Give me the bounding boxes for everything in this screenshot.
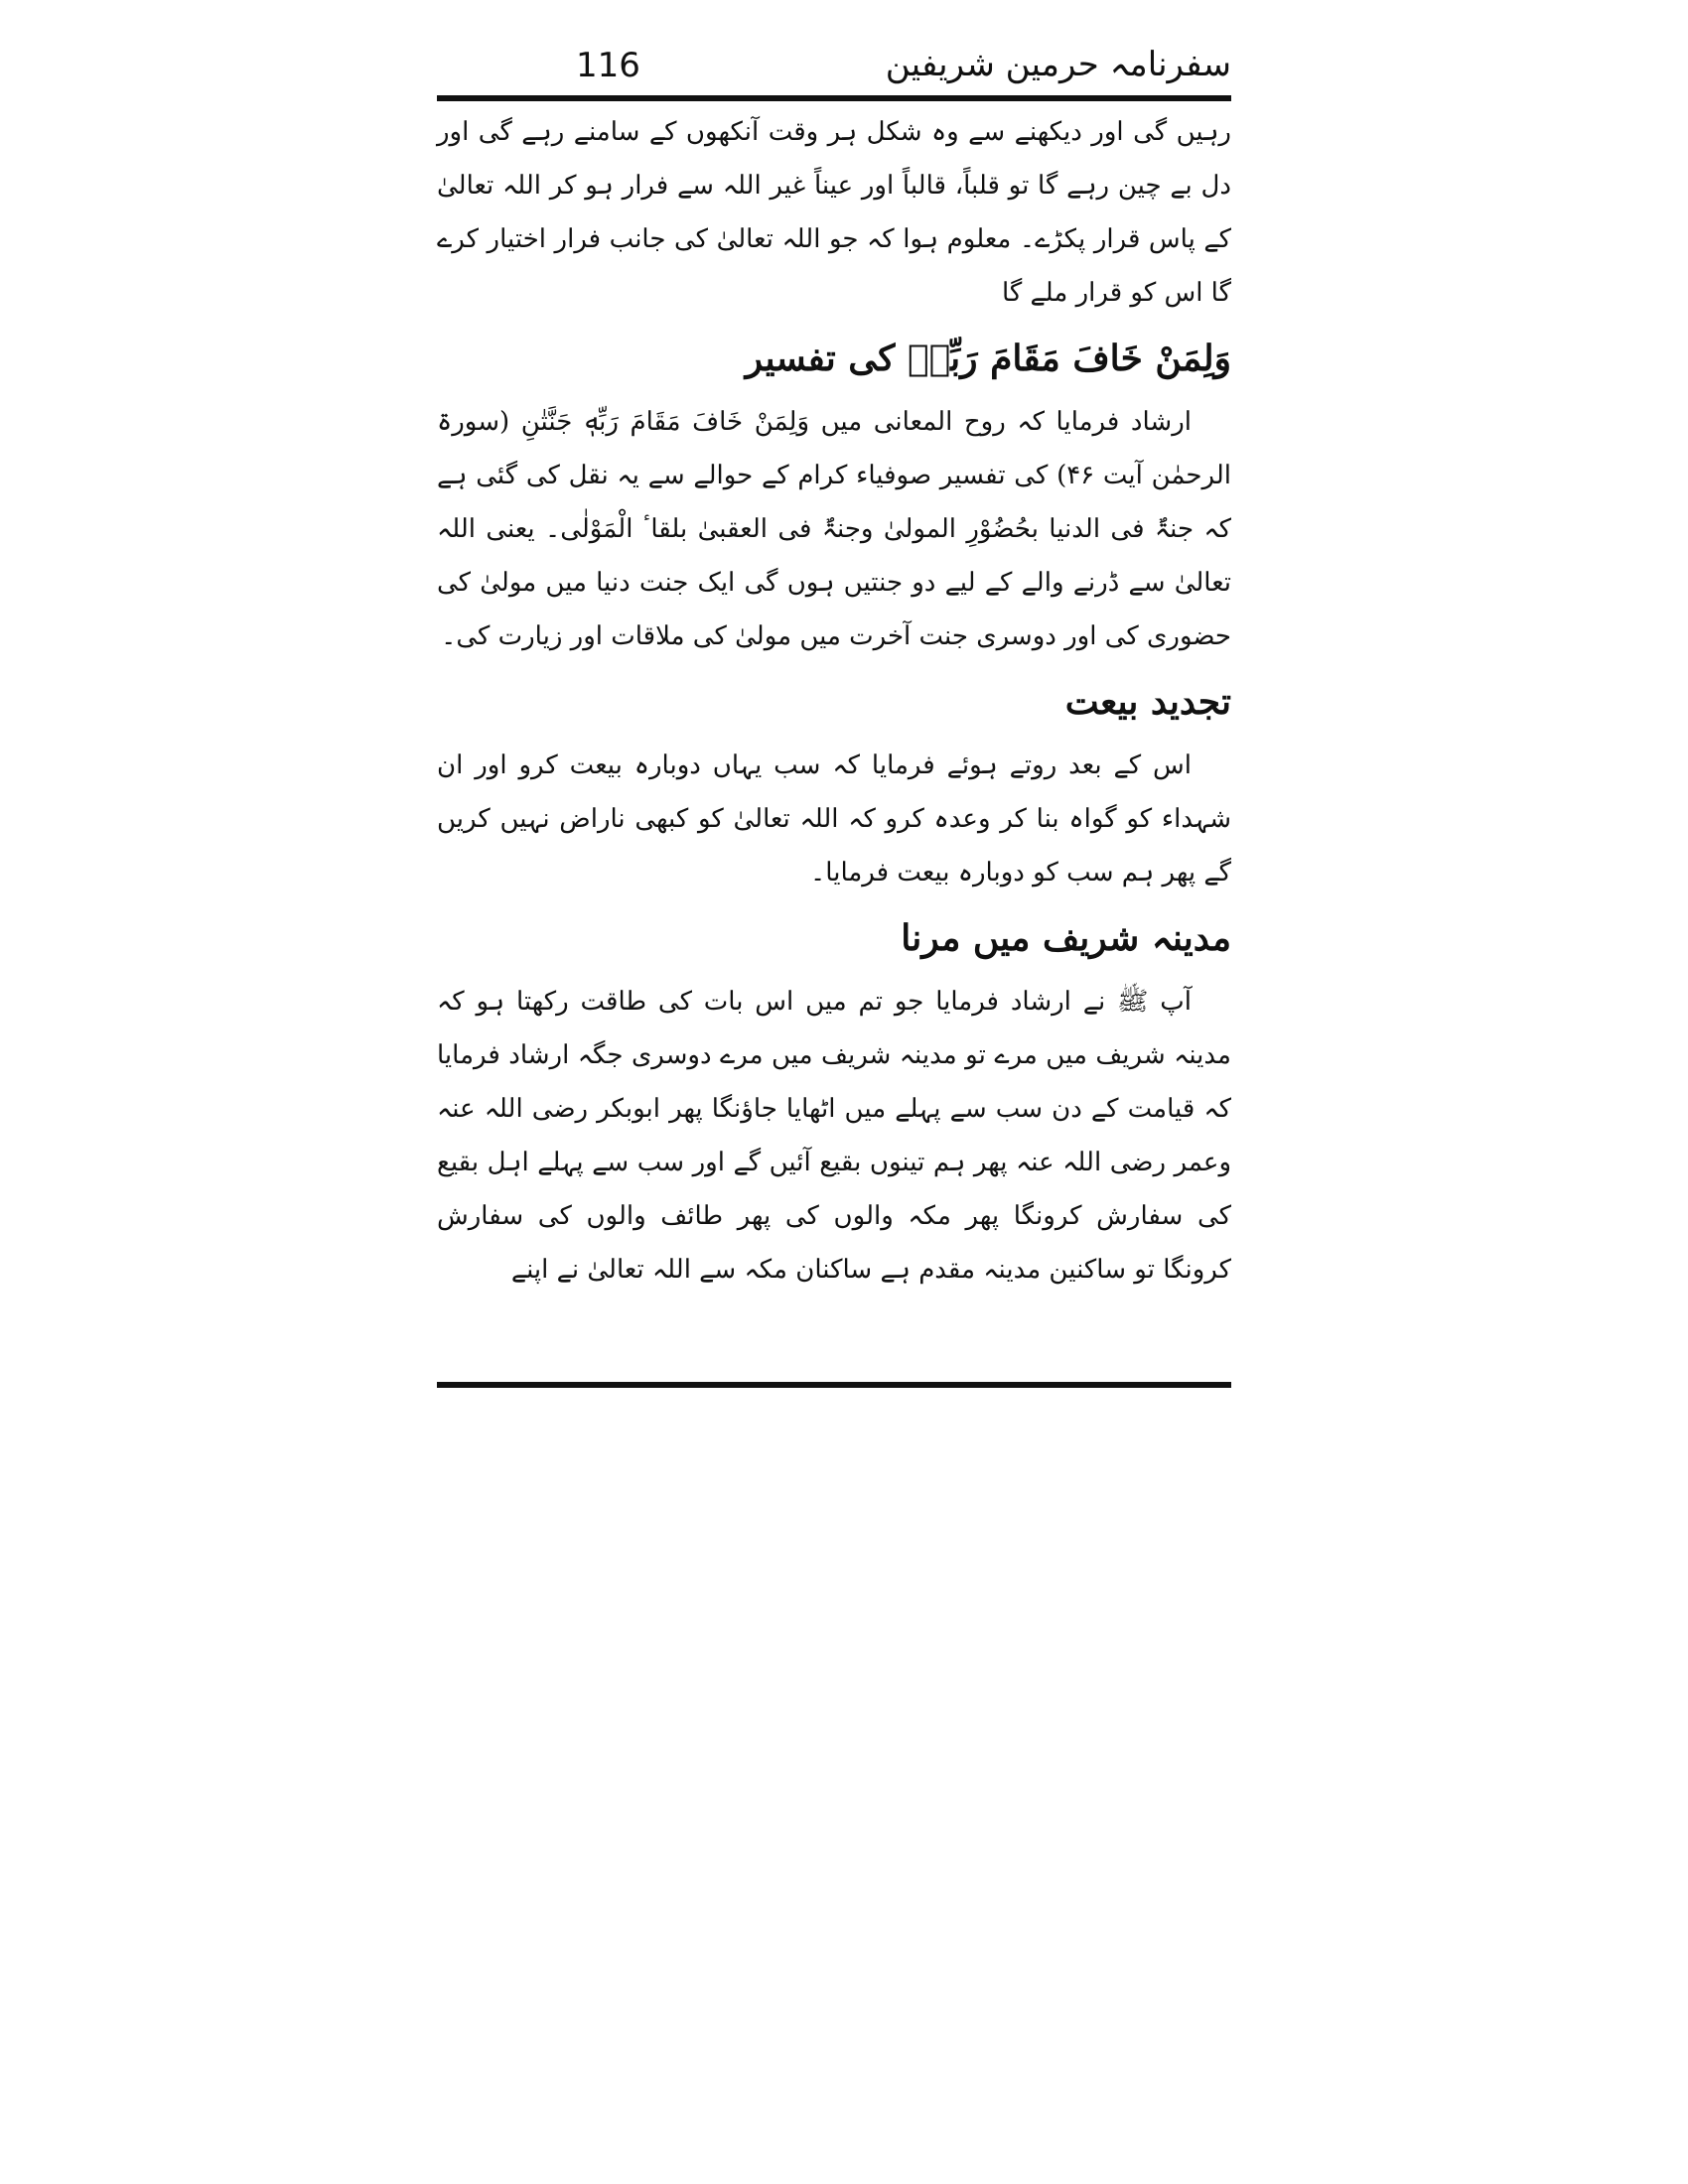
paragraph: رہیں گی اور دیکھنے سے وہ شکل ہر وقت آنکھوں کے سامنے رہے گی اور دل بے چین رہے گا تو قلباً، قالباً اور عیناً غیر اللہ سے فرار ہو کر اللہ تعالیٰ کے پاس قرار پکڑے۔ معلوم ہوا کہ جو اللہ تعالیٰ کی جانب فرار اختیار کرے گا اس کو قرار ملے گا: [437, 117, 1231, 308]
book-title: سفرنامہ حرمین شریفین: [885, 45, 1231, 84]
header-rule: [437, 95, 1231, 101]
section-heading: تجدید بیعت: [1064, 681, 1231, 723]
page-number: 116: [576, 46, 640, 85]
paragraph: ارشاد فرمایا کہ روح المعانی میں وَلِمَنْ خَافَ مَقَامَ رَبِّهٖ جَنَّتٰنِ (سورۃ الرحمٰن آیت ۴۶) کی تفسیر صوفیاء کرام کے حوالے سے یہ نقل کی گئی ہے کہ جنۃٌ فی الدنیا بحُضُوْرِ المولیٰ وجنۃٌ فی العقبیٰ بلقاٴ الْمَوْلٰی۔ یعنی اللہ تعالیٰ سے ڈرنے والے کے لیے دو جنتیں ہوں گی ایک جنت دنیا میں مولیٰ کی حضوری کی اور دوسری جنت آخرت میں مولیٰ کی ملاقات اور زیارت کی۔: [437, 407, 1231, 651]
footer-rule: [437, 1382, 1231, 1388]
page-content: [437, 105, 1231, 1376]
section-heading: مدینہ شریف میں مرنا: [901, 917, 1231, 959]
book-page: [437, 40, 1231, 1410]
section-heading: وَلِمَنْ خَافَ مَقَامَ رَبِّهٖ کی تفسیر: [745, 338, 1231, 379]
paragraph: اس کے بعد روتے ہوئے فرمایا کہ سب یہاں دوبارہ بیعت کرو اور ان شہداء کو گواہ بنا کر وعدہ کرو کہ اللہ تعالیٰ کو کبھی ناراض نہیں کریں گے پھر ہم سب کو دوبارہ بیعت فرمایا۔: [437, 751, 1231, 887]
page-header: [437, 40, 1231, 95]
paragraph: آپ ﷺ نے ارشاد فرمایا جو تم میں اس بات کی طاقت رکھتا ہو کہ مدینہ شریف میں مرے تو مدینہ شریف میں مرے دوسری جگہ ارشاد فرمایا کہ قیامت کے دن سب سے پہلے میں اٹھایا جاؤنگا پھر ابوبکر رضی اللہ عنہ وعمر رضی اللہ عنہ پھر ہم تینوں بقیع آئیں گے اور سب سے پہلے اہل بقیع کی سفارش کرونگا پھر مکہ والوں کی پھر طائف والوں کی سفارش کرونگا تو ساکنین مدینہ مقدم ہے ساکنان مکہ سے اللہ تعالیٰ نے اپنے: [437, 987, 1232, 1285]
